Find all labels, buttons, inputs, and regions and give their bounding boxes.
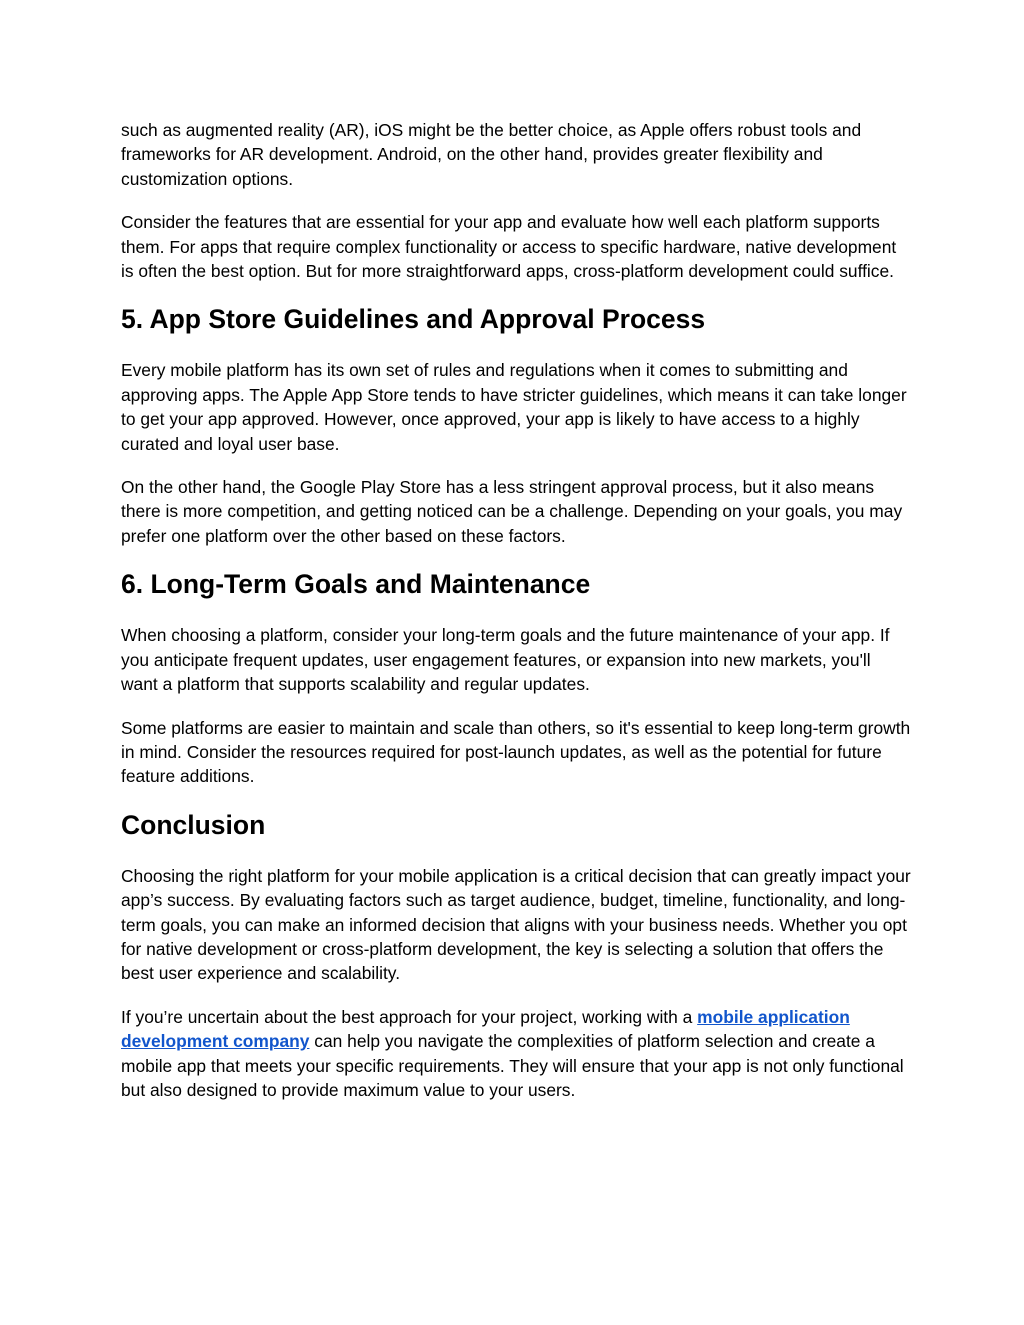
section-5-paragraph-2: On the other hand, the Google Play Store has a less stringent approval process, but it also means there is more competition, and getting noticed can be a challenge. Depending on your goals, you may prefer one platform over the other based on these factors. — [121, 477, 903, 546]
mobile-app-development-company-link[interactable]: mobile application development company — [121, 1006, 850, 1052]
conclusion-paragraph-1: Choosing the right platform for your mobile application is a critical decision that can greatly impact your app’s success. By evaluating factors such as target audience, budget, timeline, functionality, and long-term goals, you can make an informed decision that aligns with your business needs. Whether you opt for native development or cross-platform development, the key is selecting a solution that offers the best user experience and scalability. — [121, 865, 911, 984]
intro-paragraph-2: Consider the features that are essential for your app and evaluate how well each platform supports them. For apps that require complex functionality or access to specific hardware, native development is often the best option. But for more straightforward apps, cross-platform development could suffice. — [121, 212, 897, 282]
section-5-paragraph-1: Every mobile platform has its own set of rules and regulations when it comes to submitting and approving apps. The Apple App Store tends to have stricter guidelines, which means it can take longer to get your app approved. However, once approved, your app is likely to have access to a highly curated and loyal user base. — [121, 360, 907, 454]
section-5-heading: 5. App Store Guidelines and Approval Process — [121, 304, 706, 335]
conclusion-paragraph-2 — [121, 1005, 911, 1103]
conclusion-text-after-link: can help you navigate the complexities of platform selection and create a mobile app that meets your specific requirements. They will ensure that your app is not only functional but also designed to provide maximum value to your users. — [121, 1031, 904, 1100]
conclusion-text-before-link: If you’re uncertain about the best approach for your project, working with a — [121, 1006, 698, 1027]
conclusion-heading: Conclusion — [121, 809, 266, 840]
section-6-paragraph-2: Some platforms are easier to maintain and scale than others, so it's essential to keep long-term growth in mind. Consider the resources required for post-launch updates, as well as the potential for future feature additions. — [121, 717, 911, 787]
section-6-paragraph-1: When choosing a platform, consider your long-term goals and the future maintenance of your app. If you anticipate frequent updates, user engagement features, or expansion into new markets, you'll want a platform that supports scalability and regular updates. — [121, 625, 890, 695]
section-6-heading: 6. Long-Term Goals and Maintenance — [121, 569, 591, 600]
intro-paragraph-1: such as augmented reality (AR), iOS might be the better choice, as Apple offers robust tools and frameworks for AR development. Android, on the other hand, provides greater flexibility and customization options. — [121, 120, 862, 189]
document-page — [121, 118, 911, 1121]
